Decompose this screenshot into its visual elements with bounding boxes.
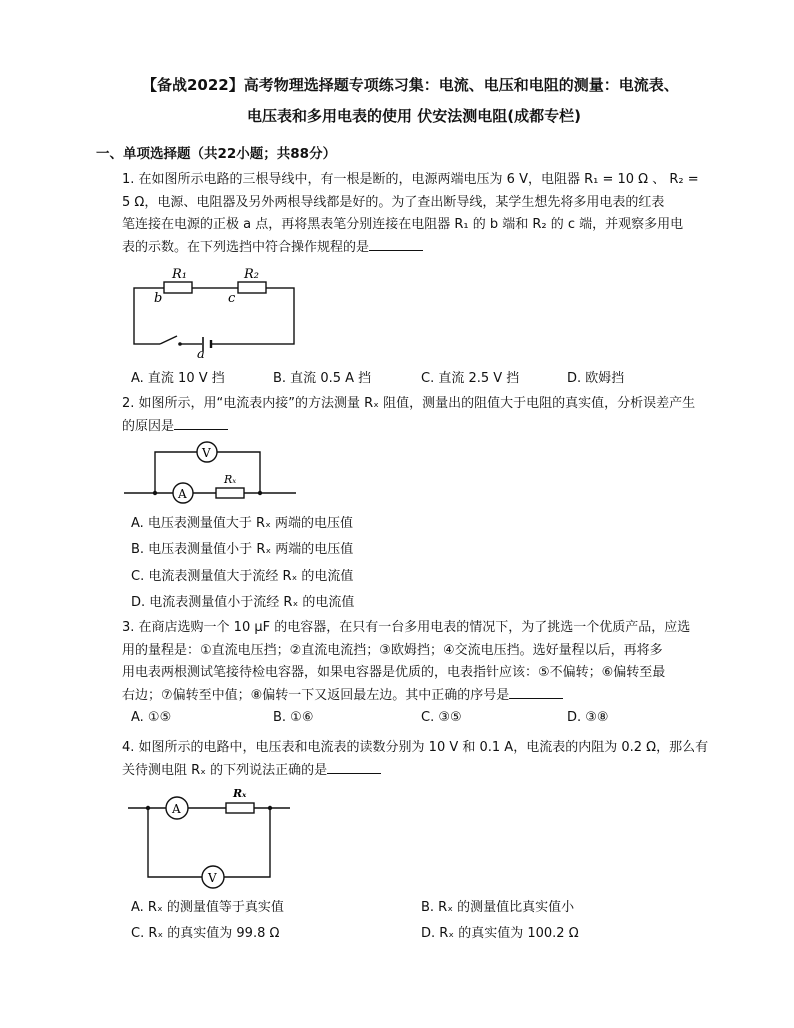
question-1-line-2: 5 Ω，电源、电阻器及另外两根导线都是好的。为了查出断导线，某学生想先将多用电表的红表 <box>122 194 665 210</box>
question-3-line-4: 右边；⑦偏转至中值；⑧偏转一下又返回最左边。其中正确的序号是 <box>122 685 710 708</box>
q3-option-a[interactable]: A. ①⑤ <box>131 710 172 725</box>
q1-option-b[interactable]: B. 直流 0.5 A 挡 <box>273 371 372 386</box>
answer-blank <box>509 686 563 699</box>
q3-option-c[interactable]: C. ③⑤ <box>421 710 462 725</box>
answer-blank <box>327 761 381 774</box>
question-2 <box>122 393 710 438</box>
q2-option-d[interactable]: D. 电流表测量值小于流经 Rₓ 的电流值 <box>131 595 355 610</box>
label-r2: R₂ <box>244 267 259 282</box>
ammeter-label: A <box>172 802 181 816</box>
question-4-circuit-diagram <box>128 782 298 892</box>
q4-option-d[interactable]: D. Rₓ 的真实值为 100.2 Ω <box>421 926 579 941</box>
q3-option-b[interactable]: B. ①⑥ <box>273 710 314 725</box>
q4-option-a[interactable]: A. Rₓ 的测量值等于真实值 <box>131 900 284 915</box>
label-r1: R₁ <box>172 267 187 282</box>
q3-option-d[interactable]: D. ③⑧ <box>567 710 609 725</box>
q1-option-a[interactable]: A. 直流 10 V 挡 <box>131 371 225 386</box>
label-rx: Rₓ <box>233 787 247 800</box>
question-1 <box>122 169 710 259</box>
question-3-line-2: 用的量程是：①直流电压挡；②直流电流挡；③欧姆挡；④交流电压挡。选好量程以后，再将多 <box>122 642 663 658</box>
label-a: a <box>197 347 205 362</box>
q1-option-c[interactable]: C. 直流 2.5 V 挡 <box>421 371 520 386</box>
answer-blank <box>174 417 228 430</box>
label-rx: Rₓ <box>224 473 237 486</box>
question-2-line-2: 的原因是 <box>122 416 710 439</box>
question-3-line-3: 用电表两根测试笔接待检电容器，如果电容器是优质的，电表指针应该：⑤不偏转；⑥偏转至最 <box>122 665 666 680</box>
question-4 <box>122 737 710 782</box>
question-1-line-4: 表的示数。在下列选挡中符合操作规程的是 <box>122 237 710 260</box>
question-1-circuit-diagram <box>120 262 310 362</box>
document-title-line-1: 【备战2022】高考物理选择题专项练习集：电流、电压和电阻的测量：电流表、 <box>142 76 679 94</box>
q1-option-d[interactable]: D. 欧姆挡 <box>567 371 625 386</box>
question-3 <box>122 617 710 707</box>
question-4-line-1: 4. 如图所示的电路中，电压表和电流表的读数分别为 10 V 和 0.1 A，电流表的内阻为 0.2 Ω，那么有 <box>122 740 709 755</box>
question-1-line-3: 笔连接在电源的正极 a 点，再将黑表笔分别连接在电阻器 R₁ 的 b 端和 R₂ 的 c 端，并观察多用电 <box>122 217 684 232</box>
voltmeter-label: V <box>208 871 217 885</box>
question-2-line-1: 2. 如图所示，用“电流表内接”的方法测量 Rₓ 阻值，测量出的阻值大于电阻的真实值，分析误差产生 <box>122 396 696 411</box>
answer-blank <box>369 238 423 251</box>
document-title-line-2: 电压表和多用电表的使用 伏安法测电阻(成都专栏) <box>247 107 581 125</box>
voltmeter-label: V <box>202 446 211 460</box>
question-3-line-1: 3. 在商店选购一个 10 μF 的电容器，在只有一台多用电表的情况下，为了挑选一个优质产品，应选 <box>122 620 691 635</box>
question-2-circuit-diagram <box>124 436 304 506</box>
question-4-line-2: 关待测电阻 Rₓ 的下列说法正确的是 <box>122 760 710 783</box>
q4-option-b[interactable]: B. Rₓ 的测量值比真实值小 <box>421 900 575 915</box>
section-heading: 一、单项选择题（共22小题；共88分） <box>96 146 337 162</box>
label-c: c <box>228 291 236 306</box>
q2-option-c[interactable]: C. 电流表测量值大于流经 Rₓ 的电流值 <box>131 569 354 584</box>
ammeter-label: A <box>178 487 187 501</box>
q2-option-b[interactable]: B. 电压表测量值小于 Rₓ 两端的电压值 <box>131 542 354 557</box>
label-b: b <box>154 291 163 306</box>
q4-option-c[interactable]: C. Rₓ 的真实值为 99.8 Ω <box>131 926 280 941</box>
q2-option-a[interactable]: A. 电压表测量值大于 Rₓ 两端的电压值 <box>131 516 353 531</box>
question-1-line-1: 1. 在如图所示电路的三根导线中，有一根是断的，电源两端电压为 6 V，电阻器 R₁ = 10 Ω 、 R₂ = <box>122 172 699 187</box>
